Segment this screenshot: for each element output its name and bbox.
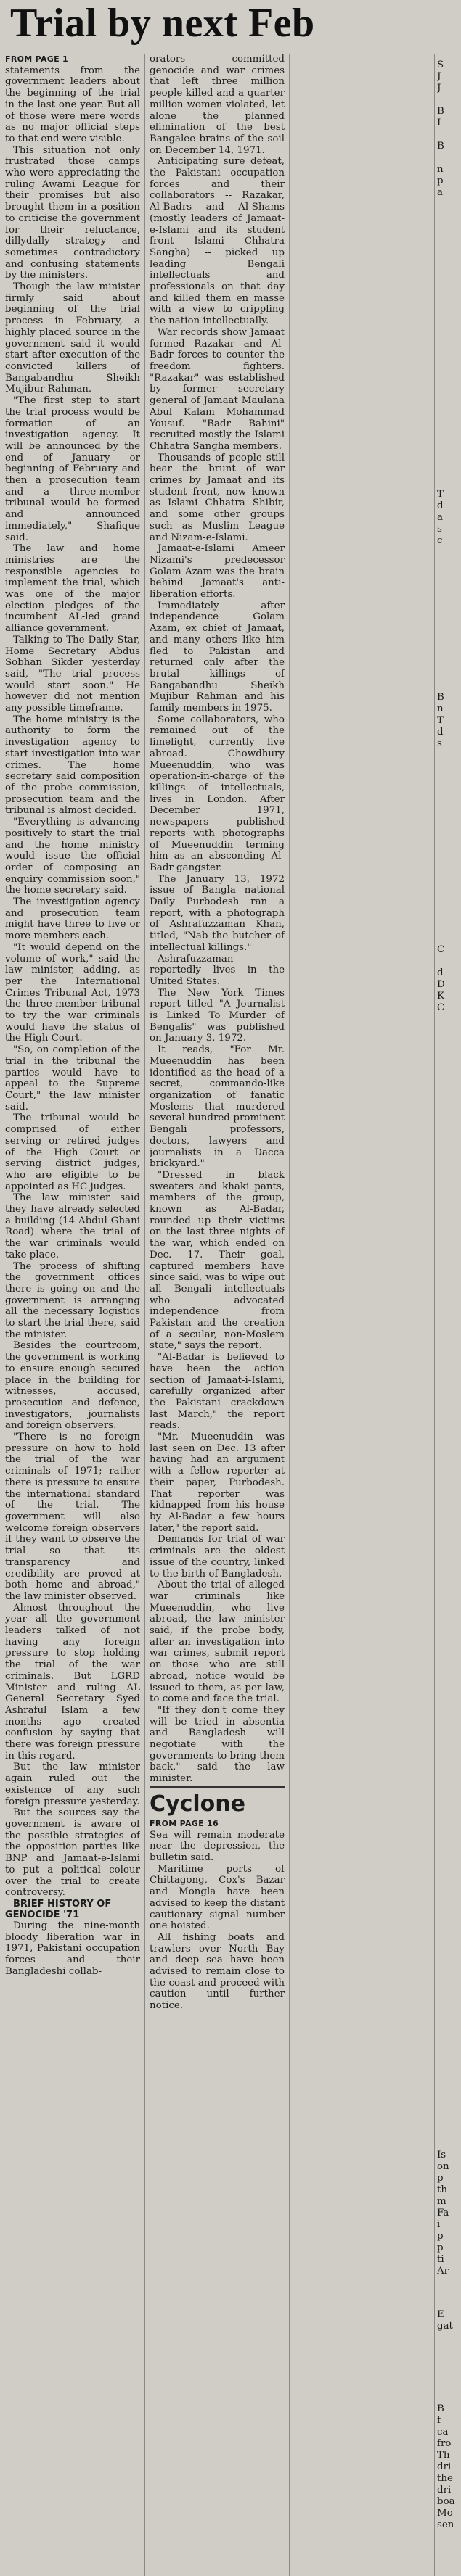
paragraph: "Dressed in black sweaters and khaki pants, members of the group, known as Al-Badar, rounded up their victims on the last three nights of the war, which ended on Dec. 17. Their goal, captured members have since said, was to wipe out all Bengali intellectuals who advocated independence from Pakistan and the creation of a secular, non-Moslem state," says the report.	[150, 1169, 285, 1352]
text-fragment: T	[437, 715, 444, 726]
paragraph: The law and home ministries are the responsible agencies to implement the trial, which was one of the major election pledges of the incumbent AL-led grand alliance government.	[5, 543, 140, 635]
headline: Trial by next Feb	[10, 1, 315, 46]
paragraph: All fishing boats and trawlers over North Bay and deep sea have been advised to remain close to the coast and proceed with caution until further notice.	[150, 1931, 285, 2012]
paragraph: This situation not only frustrated those camps who were appreciating the ruling Awami League for their promises but also brought them in a position to criticise the government for their reluctance, dillydally strategy and sometimes contradictory and confusing statements by the ministers.	[5, 144, 140, 281]
paragraph: The process of shifting the government offices there is going on and the government is arranging all the necessary logistics to start the trial there, said the minister.	[5, 1260, 140, 1340]
paragraph: Jamaat-e-Islami Ameer Nizami's predecessor Golam Azam was the brain behind Jamaat's anti-liberation efforts.	[150, 543, 285, 600]
paragraph: "If they don't come they will be tried in absentia and Bangladesh will negotiate with the governments to bring them back," said the law minister.	[150, 1704, 285, 1785]
text-fragment: a	[437, 187, 443, 198]
column-divider	[289, 54, 290, 2576]
adjacent-article-fragments	[437, 54, 461, 2576]
text-fragment: dri	[437, 2461, 452, 2472]
text-fragment: gat	[437, 2321, 453, 2332]
section-rule	[150, 1786, 285, 1788]
text-fragment: i	[437, 2219, 441, 2230]
text-fragment: Fa	[437, 2208, 449, 2218]
paragraph: "So, on completion of the trial in the tribunal the parties would have to appeal to the Supreme Court," the law minister said.	[5, 1044, 140, 1112]
paragraph: Demands for trial of war criminals are the oldest issue of the country, linked to the birth of Bangladesh.	[150, 1534, 285, 1580]
paragraph: The New York Times report titled "A Journalist is Linked To Murder of Bengalis" was published on January 3, 1972.	[150, 987, 285, 1044]
text-fragment: m	[437, 2196, 446, 2207]
paragraph: "There is no foreign pressure on how to hold the trial of the war criminals of 1971; rather there is pressure to ensure the international standard of the trial. The government will also welcome foreign observers if they want to observe the trial so that its transparency and credibility are proved at both home and abroad," the law minister observed.	[5, 1432, 140, 1602]
text-fragment: B	[437, 141, 444, 152]
paragraph: Maritime ports of Chittagong, Cox's Bazar and Mongla have been advised to keep the distant cautionary signal number one hoisted.	[150, 1863, 285, 1932]
text-fragment: J	[437, 71, 441, 82]
text-fragment: n	[437, 703, 444, 714]
paragraph: "Everything is advancing positively to start the trial and the home ministry would issue the official order of composing an enquiry commission soon," the home secretary said.	[5, 817, 140, 896]
paragraph: Besides the courtroom, the government is working to ensure enough secured place in the building for witnesses, accused, prosecution and defence, investigators, journalists and foreign observers.	[5, 1340, 140, 1432]
text-fragment: a	[437, 512, 443, 523]
dateline: FROM PAGE 16	[150, 1818, 219, 1828]
text-fragment: Mo	[437, 2508, 453, 2519]
paragraph: About the trial of alleged war criminals like Mueenuddin, who live abroad, the law minister said, if the probe body, after an investigation into war crimes, submit report on those who are still abroad, notice would be issued to them, as per law, to come and face the trial.	[150, 1580, 285, 1705]
text-fragment: n	[437, 164, 444, 175]
text-fragment: f	[437, 2415, 441, 2426]
paragraph: The home ministry is the authority to form the investigation agency to start investigation into war crimes. The home secretary said composition of the probe commission, prosecution team and the tribunal is almost decided.	[5, 714, 140, 817]
text-fragment: s	[437, 738, 442, 749]
paragraph: Ashrafuzzaman reportedly lives in the United States.	[150, 953, 285, 987]
paragraph: The January 13, 1972 issue of Bangla national Daily Purbodesh ran a report, with a photograph of Ashrafuzzaman Khan, titled, "Nab the butcher of intellectual killings."	[150, 873, 285, 953]
paragraph: "Mr. Mueenuddin was last seen on Dec. 13 after having had an argument with a fellow reporter at their paper, Purbodesh. That reporter was kidnapped from his house by Al-Badar a few hours later," the report said.	[150, 1432, 285, 1534]
paragraph: But the sources say the government is aware of the possible strategies of the opposition parties like BNP and Jamaat-e-Islami to put a political colour over the trial to create controversy.	[5, 1807, 140, 1899]
text-fragment: B	[437, 692, 444, 703]
paragraph: The investigation agency and prosecution team might have three to five or more members each.	[5, 896, 140, 942]
paragraph: Sea will remain moderate near the depression, the bulletin said.	[150, 1829, 285, 1863]
text-fragment: the	[437, 2473, 453, 2484]
text-fragment: ti	[437, 2254, 444, 2265]
article-column-3-blank	[294, 54, 429, 2572]
paragraph: But the law minister again ruled out the existence of any such foreign pressure yesterday.	[5, 1762, 140, 1807]
text-fragment: p	[437, 2173, 444, 2184]
paragraph: "It would depend on the volume of work," said the law minister, adding, as per the International Crimes Tribunal Act, 1973 the three-member tribunal to try the war criminals would have the status of the High Court.	[5, 941, 140, 1044]
paragraph: statements from the government leaders about the beginning of the trial in the last one year. But all of those were mere words as no major official steps to that end were visible.	[5, 65, 140, 144]
text-fragment: on	[437, 2161, 449, 2172]
article-column-1	[5, 54, 140, 2572]
paragraph: Talking to The Daily Star, Home Secretary Abdus Sobhan Sikder yesterday said, "The trial process would start soon." He however did not mention any possible timeframe.	[5, 634, 140, 714]
column-divider	[144, 54, 145, 2576]
text-fragment: dri	[437, 2485, 452, 2496]
text-fragment: B	[437, 2403, 444, 2414]
paragraph: Some collaborators, who remained out of the limelight, currently live abroad. Chowdhury Mueenuddin, who was operation-in-charge of the killings of intellectuals, lives in London. After December 1971, newspapers published reports with photographs of Mueenuddin terming him as an absconding Al-Badr gangster.	[150, 714, 285, 873]
text-fragment: Ar	[437, 2266, 449, 2276]
paragraph: Anticipating sure defeat, the Pakistani occupation forces and their collaborators -- Razakar, Al-Badrs and Al-Shams (mostly leaders of Jamaat-e-Islami and its student front Islami Chhatra Sangha) -- picked up leading Bengali intellectuals and professionals on that day and killed them en masse with a view to crippling the nation intellectually.	[150, 156, 285, 327]
text-fragment: Th	[437, 2450, 450, 2461]
article-column-2	[150, 54, 285, 2572]
paragraph: The tribunal would be comprised of either serving or retired judges of the High Court or serving district judges, who are eligible to be appointed as HC judges.	[5, 1112, 140, 1192]
text-fragment: T	[437, 489, 444, 500]
text-fragment: d	[437, 727, 444, 738]
text-fragment: th	[437, 2184, 448, 2195]
text-fragment: C	[437, 944, 445, 955]
text-fragment: S	[437, 59, 444, 70]
text-fragment: D	[437, 979, 445, 990]
dateline: FROM PAGE 1	[5, 54, 69, 64]
column-divider	[434, 54, 435, 2576]
paragraph: "Al-Badar is believed to have been the action section of Jamaat-i-Islami, carefully organized after the Pakistani crackdown last March," the report reads.	[150, 1352, 285, 1432]
paragraph: Immediately after independence Golam Azam, ex chief of Jamaat, and many others like him fled to Pakistan and returned only after the brutal killings of Bangabandhu Sheikh Mujibur Rahman and his family members in 1975.	[150, 600, 285, 714]
text-fragment: B	[437, 106, 444, 117]
cyclone-headline: Cyclone	[150, 1791, 245, 1817]
text-fragment: sen	[437, 2519, 454, 2530]
text-fragment: d	[437, 967, 444, 978]
text-fragment: p	[437, 176, 444, 186]
text-fragment: p	[437, 2231, 444, 2242]
text-fragment: d	[437, 500, 444, 511]
text-fragment: E	[437, 2309, 444, 2320]
text-fragment: p	[437, 2242, 444, 2253]
text-fragment: C	[437, 1002, 445, 1013]
text-fragment: fro	[437, 2438, 452, 2449]
paragraph: During the nine-month bloody liberation war in 1971, Pakistani occupation forces and their Bangladeshi collab-	[5, 1920, 140, 1977]
paragraph: orators committed genocide and war crimes that left three million people killed and a quarter million women violated, let alone the planned elimination of the best Bangalee brains of the soil on December 14, 1971.	[150, 54, 285, 156]
text-fragment: c	[437, 535, 443, 546]
paragraph: Though the law minister firmly said about beginning of the trial process in February, a highly placed source in the government said it would start after execution of the convicted killers of Bangabandhu Sheikh Mujibur Rahman.	[5, 281, 140, 395]
paragraph: The law minister said they have already selected a building (14 Abdul Ghani Road) where the trial of the war criminals would take place.	[5, 1192, 140, 1260]
paragraph: "The first step to start the trial process would be formation of an investigation agency. It will be announced by the end of January or beginning of February and then a prosecution team and a three-member tribunal would be formed and announced immediately," Shafique said.	[5, 395, 140, 543]
text-fragment: J	[437, 83, 441, 94]
subhead: BRIEF HISTORY OF GENOCIDE '71	[5, 1898, 112, 1920]
text-fragment: boa	[437, 2496, 455, 2507]
paragraph: Thousands of people still bear the brunt of war crimes by Jamaat and its student front, now known as Islami Chhatra Shibir, and some other groups such as Muslim League and Nizam-e-Islami.	[150, 452, 285, 543]
text-fragment: s	[437, 524, 442, 534]
text-fragment: K	[437, 991, 445, 1002]
paragraph: War records show Jamaat formed Razakar and Al-Badr forces to counter the freedom fighters. "Razakar" was established by former secretary general of Jamaat Maulana Abul Kalam Mohammad Yousuf. "Badr Bahini" recruited mostly the Islami Chhatra Sangha members.	[150, 326, 285, 452]
paragraph: Almost throughout the year all the government leaders talked of not having any foreign pressure to stop holding the trial of the war criminals. But LGRD Minister and ruling AL General Secretary Syed Ashraful Islam a few months ago created confusion by saying that there was foreign pressure in this regard.	[5, 1602, 140, 1762]
text-fragment: ca	[437, 2427, 449, 2437]
paragraph: It reads, "For Mr. Mueenuddin has been identified as the head of a secret, commando-like organization of fanatic Moslems that murdered several hundred prominent Bengali professors, doctors, lawyers and journalists in a Dacca brickyard."	[150, 1044, 285, 1170]
text-fragment: I	[437, 117, 441, 128]
text-fragment: Is	[437, 2150, 446, 2160]
